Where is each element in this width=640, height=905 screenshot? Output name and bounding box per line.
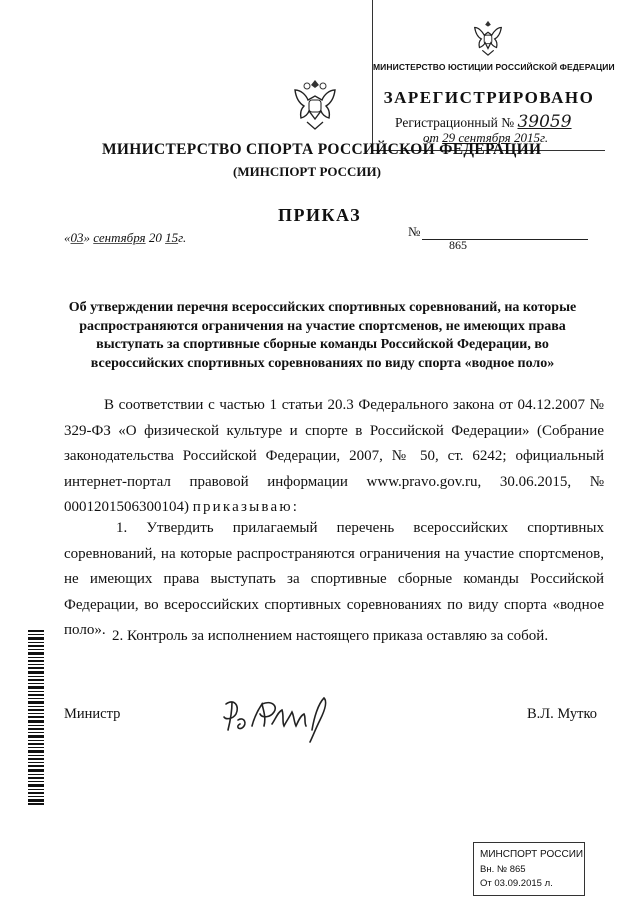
incoming-registration-stamp — [473, 842, 585, 896]
order-number-value: 865 — [449, 238, 467, 252]
date-open-quote: « — [64, 230, 71, 245]
stamp-year-suffix: г. — [539, 130, 549, 145]
signatory-name: В.Л. Мутко — [527, 706, 598, 722]
incoming-stamp-date: От 03.09.2015 л. — [480, 878, 553, 889]
stamp-date-prefix: от — [423, 130, 439, 145]
stamp-year-value: 2015 — [513, 130, 540, 145]
coat-of-arms-icon — [290, 76, 340, 132]
stamp-ministry-name: МИНИСТЕРСТВО ЮСТИЦИИ РОССИЙСКОЙ ФЕДЕРАЦИИ — [373, 62, 615, 72]
date-year: 15 — [165, 230, 179, 245]
date-year-suffix: г. — [178, 230, 187, 245]
order-subject: Об утверждении перечня всероссийских спортивных соревнований, на которые распространяются ограничения на участие спортсменов, не имеющих права выступать за спортивные сборные команды Российской Федерации, во всероссийских спортивных соревнованиях по виду спорта «водное поло» — [68, 300, 577, 371]
order-item-1-text: 1. Утвердить прилагаемый перечень всероссийских спортивных соревнований, на которые распространяются ограничения на участие спортсменов, не имеющих права выступать за спортивные сборные команды Российской Федерации, во всероссийских спортивных соревнованиях по виду спорта «водное поло». — [64, 520, 604, 638]
order-number-line — [422, 227, 588, 240]
stamp-date-value: 29 сентября — [442, 130, 511, 145]
coat-of-arms-icon — [469, 18, 507, 58]
order-word: приказываю: — [192, 499, 300, 515]
barcode-icon — [28, 630, 44, 805]
incoming-stamp-org: МИНСПОРТ РОССИИ — [480, 849, 584, 860]
date-year-prefix: 20 — [148, 230, 162, 245]
ministry-title: МИНИСТЕРСТВО СПОРТА РОССИЙСКОЙ ФЕДЕРАЦИИ — [102, 141, 542, 158]
order-number-label: № — [408, 224, 421, 239]
order-number-field — [408, 224, 588, 240]
stamp-number-row — [395, 112, 572, 132]
preamble-text: В соответствии с частью 1 статьи 20.3 Федерального закона от 04.12.2007 № 329-ФЗ «О физической культуре и спорте в Российской Федерации» (Собрание законодательства Российской Федерации, 2007, № 50, ст. 6242; официальный интернет-портал правовой информации www.pravo.gov.ru, 30.06.2015, № 0001201506300104) — [64, 397, 604, 515]
stamp-number-label: Регистрационный № — [395, 115, 515, 130]
stamp-number-value: 39059 — [517, 112, 572, 132]
date-month: сентября — [93, 230, 146, 245]
handwritten-signature — [218, 690, 338, 745]
stamp-status: ЗАРЕГИСТРИРОВАНО — [383, 88, 595, 107]
incoming-stamp-number: Вн. № 865 — [480, 864, 526, 875]
order-item-2 — [64, 624, 604, 650]
preamble-paragraph — [64, 393, 604, 521]
signatory-position: Министр — [64, 706, 121, 722]
ministry-short-name: (МИНСПОРТ РОССИИ) — [233, 164, 381, 179]
order-date — [64, 230, 186, 246]
document-type: ПРИКАЗ — [278, 205, 362, 225]
registration-stamp — [372, 0, 615, 151]
date-day: 03 — [70, 230, 84, 245]
order-item-2-text: 2. Контроль за исполнением настоящего приказа оставляю за собой. — [112, 628, 549, 644]
date-close-quote: » — [83, 230, 90, 245]
